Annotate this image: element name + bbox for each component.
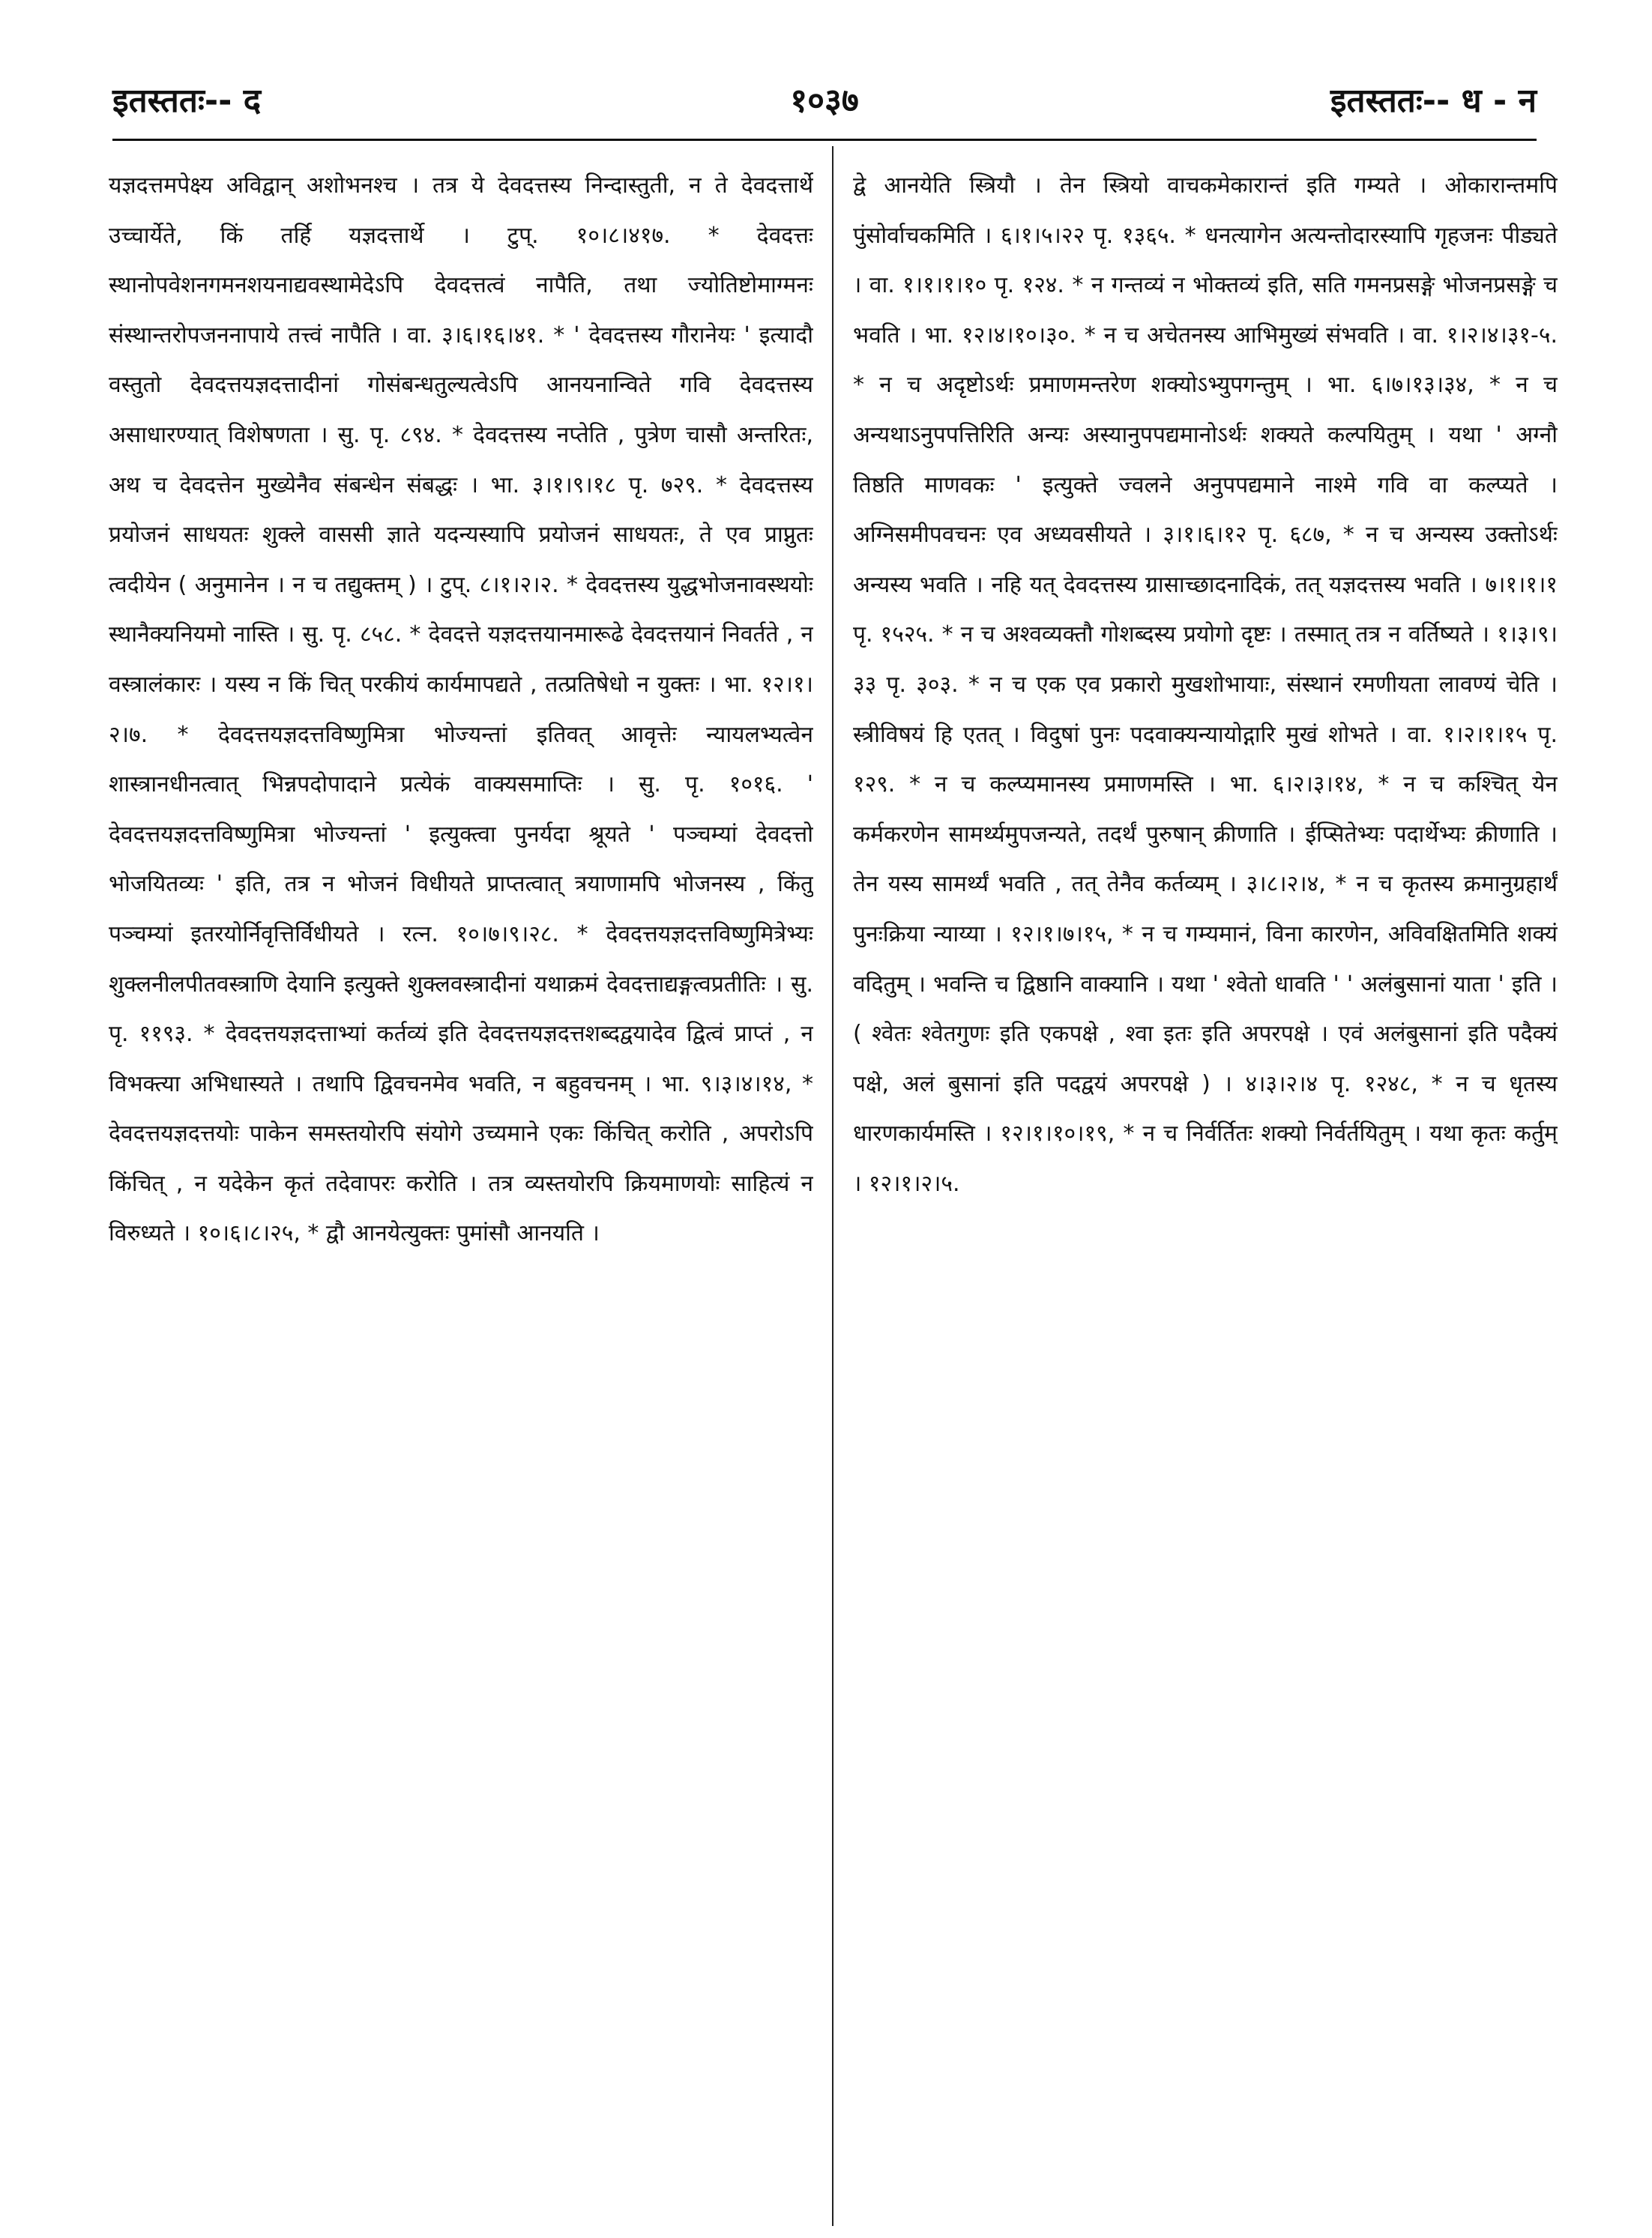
right-column (853, 161, 1558, 2230)
column-divider (832, 146, 833, 2226)
left-column (109, 161, 813, 2230)
header-left-label: इतस्ततः-- द (112, 82, 262, 120)
left-column-text: यज्ञदत्तमपेक्ष्य अविद्वान् अशोभनश्च । तत्र ये देवदत्तस्य निन्दास्तुती, न ते देवदत्तार्थे उच्चार्येते, किं तर्हि यज्ञदत्तार्थे । टुप्. १०।८।४१७. * देवदत्तः स्थानोपवेशनगमनशयनाद्यवस्थामेदेऽपि देवदत्तत्वं नापैति, तथा ज्योतिष्टोमाग्मनः संस्थान्तरोपजननापाये तत्त्वं नापैति । वा. ३।६।१६।४१. * ' देवदत्तस्य गौरानेयः ' इत्यादौ वस्तुतो देवदत्तयज्ञदत्तादीनां गोसंबन्धतुल्यत्वेऽपि आनयनान्विते गवि देवदत्तस्य असाधारण्यात् विशेषणता । सु. पृ. ८९४. * देवदत्तस्य नप्तेति , पुत्रेण चासौ अन्तरितः, अथ च देवदत्तेन मुख्येनैव संबन्धेन संबद्धः । भा. ३।१।९।१८ पृ. ७२९. * देवदत्तस्य प्रयोजनं साधयतः शुक्ले वाससी ज्ञाते यदन्यस्यापि प्रयोजनं साधयतः, ते एव प्राप्नुतः त्वदीयेन ( अनुमानेन । न च तद्युक्तम् ) । टुप्. ८।१।२।२. * देवदत्तस्य युद्धभोजनावस्थयोः स्थानैक्यनियमो नास्ति । सु. पृ. ८५८. * देवदत्ते यज्ञदत्तयानमारूढे देवदत्तयानं निवर्तते , न वस्त्रालंकारः । यस्य न किं चित् परकीयं कार्यमापद्यते , तत्प्रतिषेधो न युक्तः । भा. १२।१।२।७. * देवदत्तयज्ञदत्तविष्णुमित्रा भोज्यन्तां इतिवत् आवृत्तेः न्यायलभ्यत्वेन शास्त्रानधीनत्वात् भिन्नपदोपादाने प्रत्येकं वाक्यसमाप्तिः । सु. पृ. १०१६. ' देवदत्तयज्ञदत्तविष्णुमित्रा भोज्यन्तां ' इत्युक्त्वा पुनर्यदा श्रूयते ' पञ्चम्यां देवदत्तो भोजयितव्यः ' इति, तत्र न भोजनं विधीयते प्राप्तत्वात् त्रयाणामपि भोजनस्य , किंतु पञ्चम्यां इतरयोर्निवृत्तिर्विधीयते । रत्न. १०।७।९।२८. * देवदत्तयज्ञदत्तविष्णुमित्रेभ्यः शुक्लनीलपीतवस्त्राणि देयानि इत्युक्ते शुक्लवस्त्रादीनां यथाक्रमं देवदत्ताद्यङ्गत्वप्रतीतिः । सु. पृ. ११९३. * देवदत्तयज्ञदत्ताभ्यां कर्तव्यं इति देवदत्तयज्ञदत्तशब्दद्वयादेव द्वित्वं प्राप्तं , न विभक्त्या अभिधास्यते । तथापि द्विवचनमेव भवति, न बहुवचनम् । भा. ९।३।४।१४, * देवदत्तयज्ञदत्तयोः पाकेन समस्तयोरपि संयोगे उच्यमाने एकः किंचित् करोति , अपरोऽपि किंचित् , न यदेकेन कृतं तदेवापरः करोति । तत्र व्यस्तयोरपि क्रियमाणयोः साहित्यं न विरुध्यते । १०।६।८।२५, * द्वौ आनयेत्युक्तः पुमांसौ आनयति । (109, 172, 813, 1247)
right-column-text: द्वे आनयेति स्त्रियौ । तेन स्त्रियो वाचकमेकारान्तं इति गम्यते । ओकारान्तमपि पुंसोर्वाचकमिति । ६।१।५।२२ पृ. १३६५. * धनत्यागेन अत्यन्तोदारस्यापि गृहजनः पीड्यते । वा. १।१।१।१० पृ. १२४. * न गन्तव्यं न भोक्तव्यं इति, सति गमनप्रसङ्गे भोजनप्रसङ्गे च भवति । भा. १२।४।१०।३०. * न च अचेतनस्य आभिमुख्यं संभवति । वा. १।२।४।३१-५. * न च अदृष्टोऽर्थः प्रमाणमन्तरेण शक्योऽभ्युपगन्तुम् । भा. ६।७।१३।३४, * न च अन्यथाऽनुपपत्तिरिति अन्यः अस्यानुपपद्यमानोऽर्थः शक्यते कल्पयितुम् । यथा ' अग्नौ तिष्ठति माणवकः ' इत्युक्ते ज्वलने अनुपपद्यमाने नाश्मे गवि वा कल्प्यते । अग्निसमीपवचनः एव अध्यवसीयते । ३।१।६।१२ पृ. ६८७, * न च अन्यस्य उक्तोऽर्थः अन्यस्य भवति । नहि यत् देवदत्तस्य ग्रासाच्छादनादिकं, तत् यज्ञदत्तस्य भवति । ७।१।१।१ पृ. १५२५. * न च अश्वव्यक्तौ गोशब्दस्य प्रयोगो दृष्टः । तस्मात् तत्र न वर्तिष्यते । १।३।९।३३ पृ. ३०३. * न च एक एव प्रकारो मुखशोभायाः, संस्थानं रमणीयता लावण्यं चेति । स्त्रीविषयं हि एतत् । विदुषां पुनः पदवाक्यन्यायोद्गारि मुखं शोभते । वा. १।२।१।१५ पृ. १२९. * न च कल्प्यमानस्य प्रमाणमस्ति । भा. ६।२।३।१४, * न च कश्चित् येन कर्मकरणेन सामर्थ्यमुपजन्यते, तदर्थं पुरुषान् क्रीणाति । ईप्सितेभ्यः पदार्थेभ्यः क्रीणाति । तेन यस्य सामर्थ्यं भवति , तत् तेनैव कर्तव्यम् । ३।८।२।४, * न च कृतस्य क्रमानुग्रहार्थं पुनःक्रिया न्याय्या । १२।१।७।१५, * न च गम्यमानं, विना कारणेन, अविवक्षितमिति शक्यं वदितुम् । भवन्ति च द्विष्ठानि वाक्यानि । यथा ' श्वेतो धावति ' ' अलंबुसानां याता ' इति । ( श्वेतः श्वेतगुणः इति एकपक्षे , श्वा इतः इति अपरपक्षे । एवं अलंबुसानां इति पदैक्यं पक्षे, अलं बुसानां इति पदद्वयं अपरपक्षे ) । ४।३।२।४ पृ. १२४८, * न च धृतस्य धारणकार्यमस्ति । १२।१।१०।१९, * न च निर्वर्तितः शक्यो निर्वर्तयितुम् । यथा कृतः कर्तुम् । १२।१।२।५. (853, 172, 1558, 1197)
header-rule (112, 139, 1537, 141)
page-number: १०३७ (790, 82, 859, 120)
header-right-label: इतस्ततः-- ध - न (1330, 82, 1537, 120)
running-header (112, 75, 1537, 127)
